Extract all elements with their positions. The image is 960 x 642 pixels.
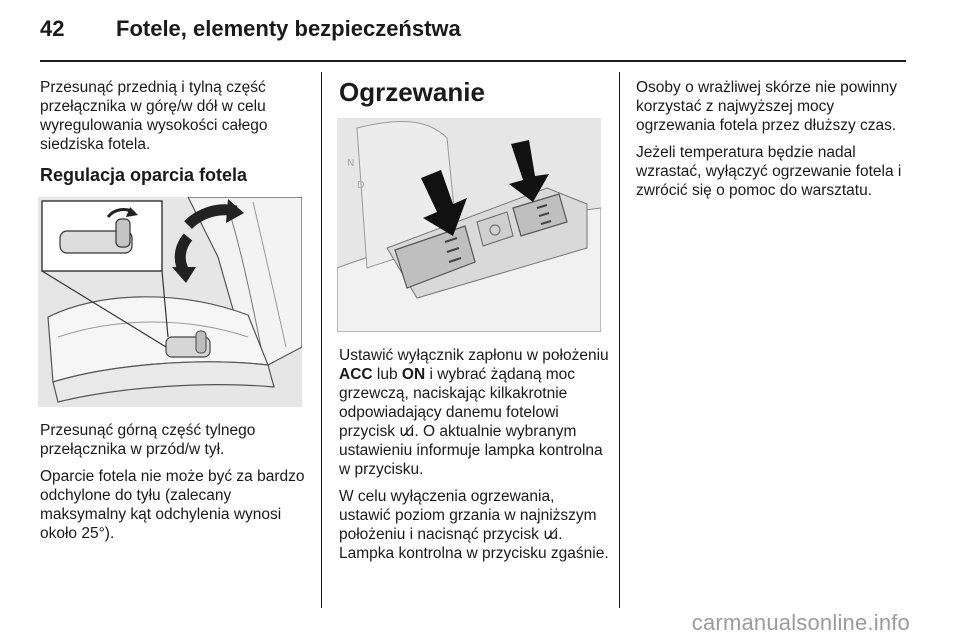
sensitive-skin-text: Osoby o wrażliwej skórze nie powinny korzystać z najwyższej mocy ogrzewania fotela przez dłuższy czas. <box>636 79 898 134</box>
watermark: carmanualsonline.info <box>691 610 910 635</box>
seat-heater-icon: ɯ̸ <box>543 525 559 543</box>
page-title: Fotele, elementy bezpieczeństwa <box>116 16 461 41</box>
seat-height-text: Przesunąć przednią i tylną część przełącznika w górę/w dół w celu wyregulowania wysokości całego siedziska fotela. <box>40 79 268 153</box>
column-divider-1 <box>321 72 322 608</box>
heating-deactivation-text: W celu wyłączenia ogrzewania, ustawić poziom grzania w najniższym położeniu i nacisnąć przycisk ɯ̸. Lampka kontrolna w przycisku zgaśnie. <box>339 488 609 562</box>
gear-label-d: D <box>357 180 365 191</box>
column-left <box>40 78 308 551</box>
seat-heating-buttons-illustration <box>337 118 601 332</box>
page-header <box>0 0 960 62</box>
column-divider-2 <box>619 72 620 608</box>
heating-activation-text: Ustawić wyłącznik zapłonu w położeniu ACC lub ON i wybrać żądaną moc grzewczą, naciskając kilkakrotnie odpowiadający danemu fotelowi przycisk ɯ̸. O aktualnie wybranym ustawieniu informuje lampka kontrolna w przycisku. <box>339 347 609 478</box>
gear-label-n: N <box>347 158 355 169</box>
seat-heater-icon: ɯ̸ <box>399 422 415 440</box>
column-right <box>636 78 912 208</box>
column-middle <box>339 78 609 571</box>
backrest-subheading: Regulacja oparcia fotela <box>40 165 248 185</box>
backrest-warning-text: Oparcie fotela nie może być za bardzo odchylone do tyłu (zalecany maksymalny kąt odchylenia wynosi około 25°). <box>40 468 305 542</box>
heating-heading: Ogrzewanie <box>339 77 485 107</box>
backrest-instruction-text: Przesunąć górną część tylnego przełącznika w przód/w tył. <box>40 422 256 458</box>
header-rule <box>40 60 906 62</box>
ignition-acc-label: ACC <box>339 366 373 383</box>
seat-backrest-illustration <box>38 197 302 407</box>
temperature-warning-text: Jeżeli temperatura będzie nadal wzrastać, wyłączyć ogrzewanie fotela i zwrócić się o pomoc do warsztatu. <box>636 144 902 199</box>
page-number: 42 <box>40 16 65 41</box>
ignition-on-label: ON <box>401 366 426 383</box>
